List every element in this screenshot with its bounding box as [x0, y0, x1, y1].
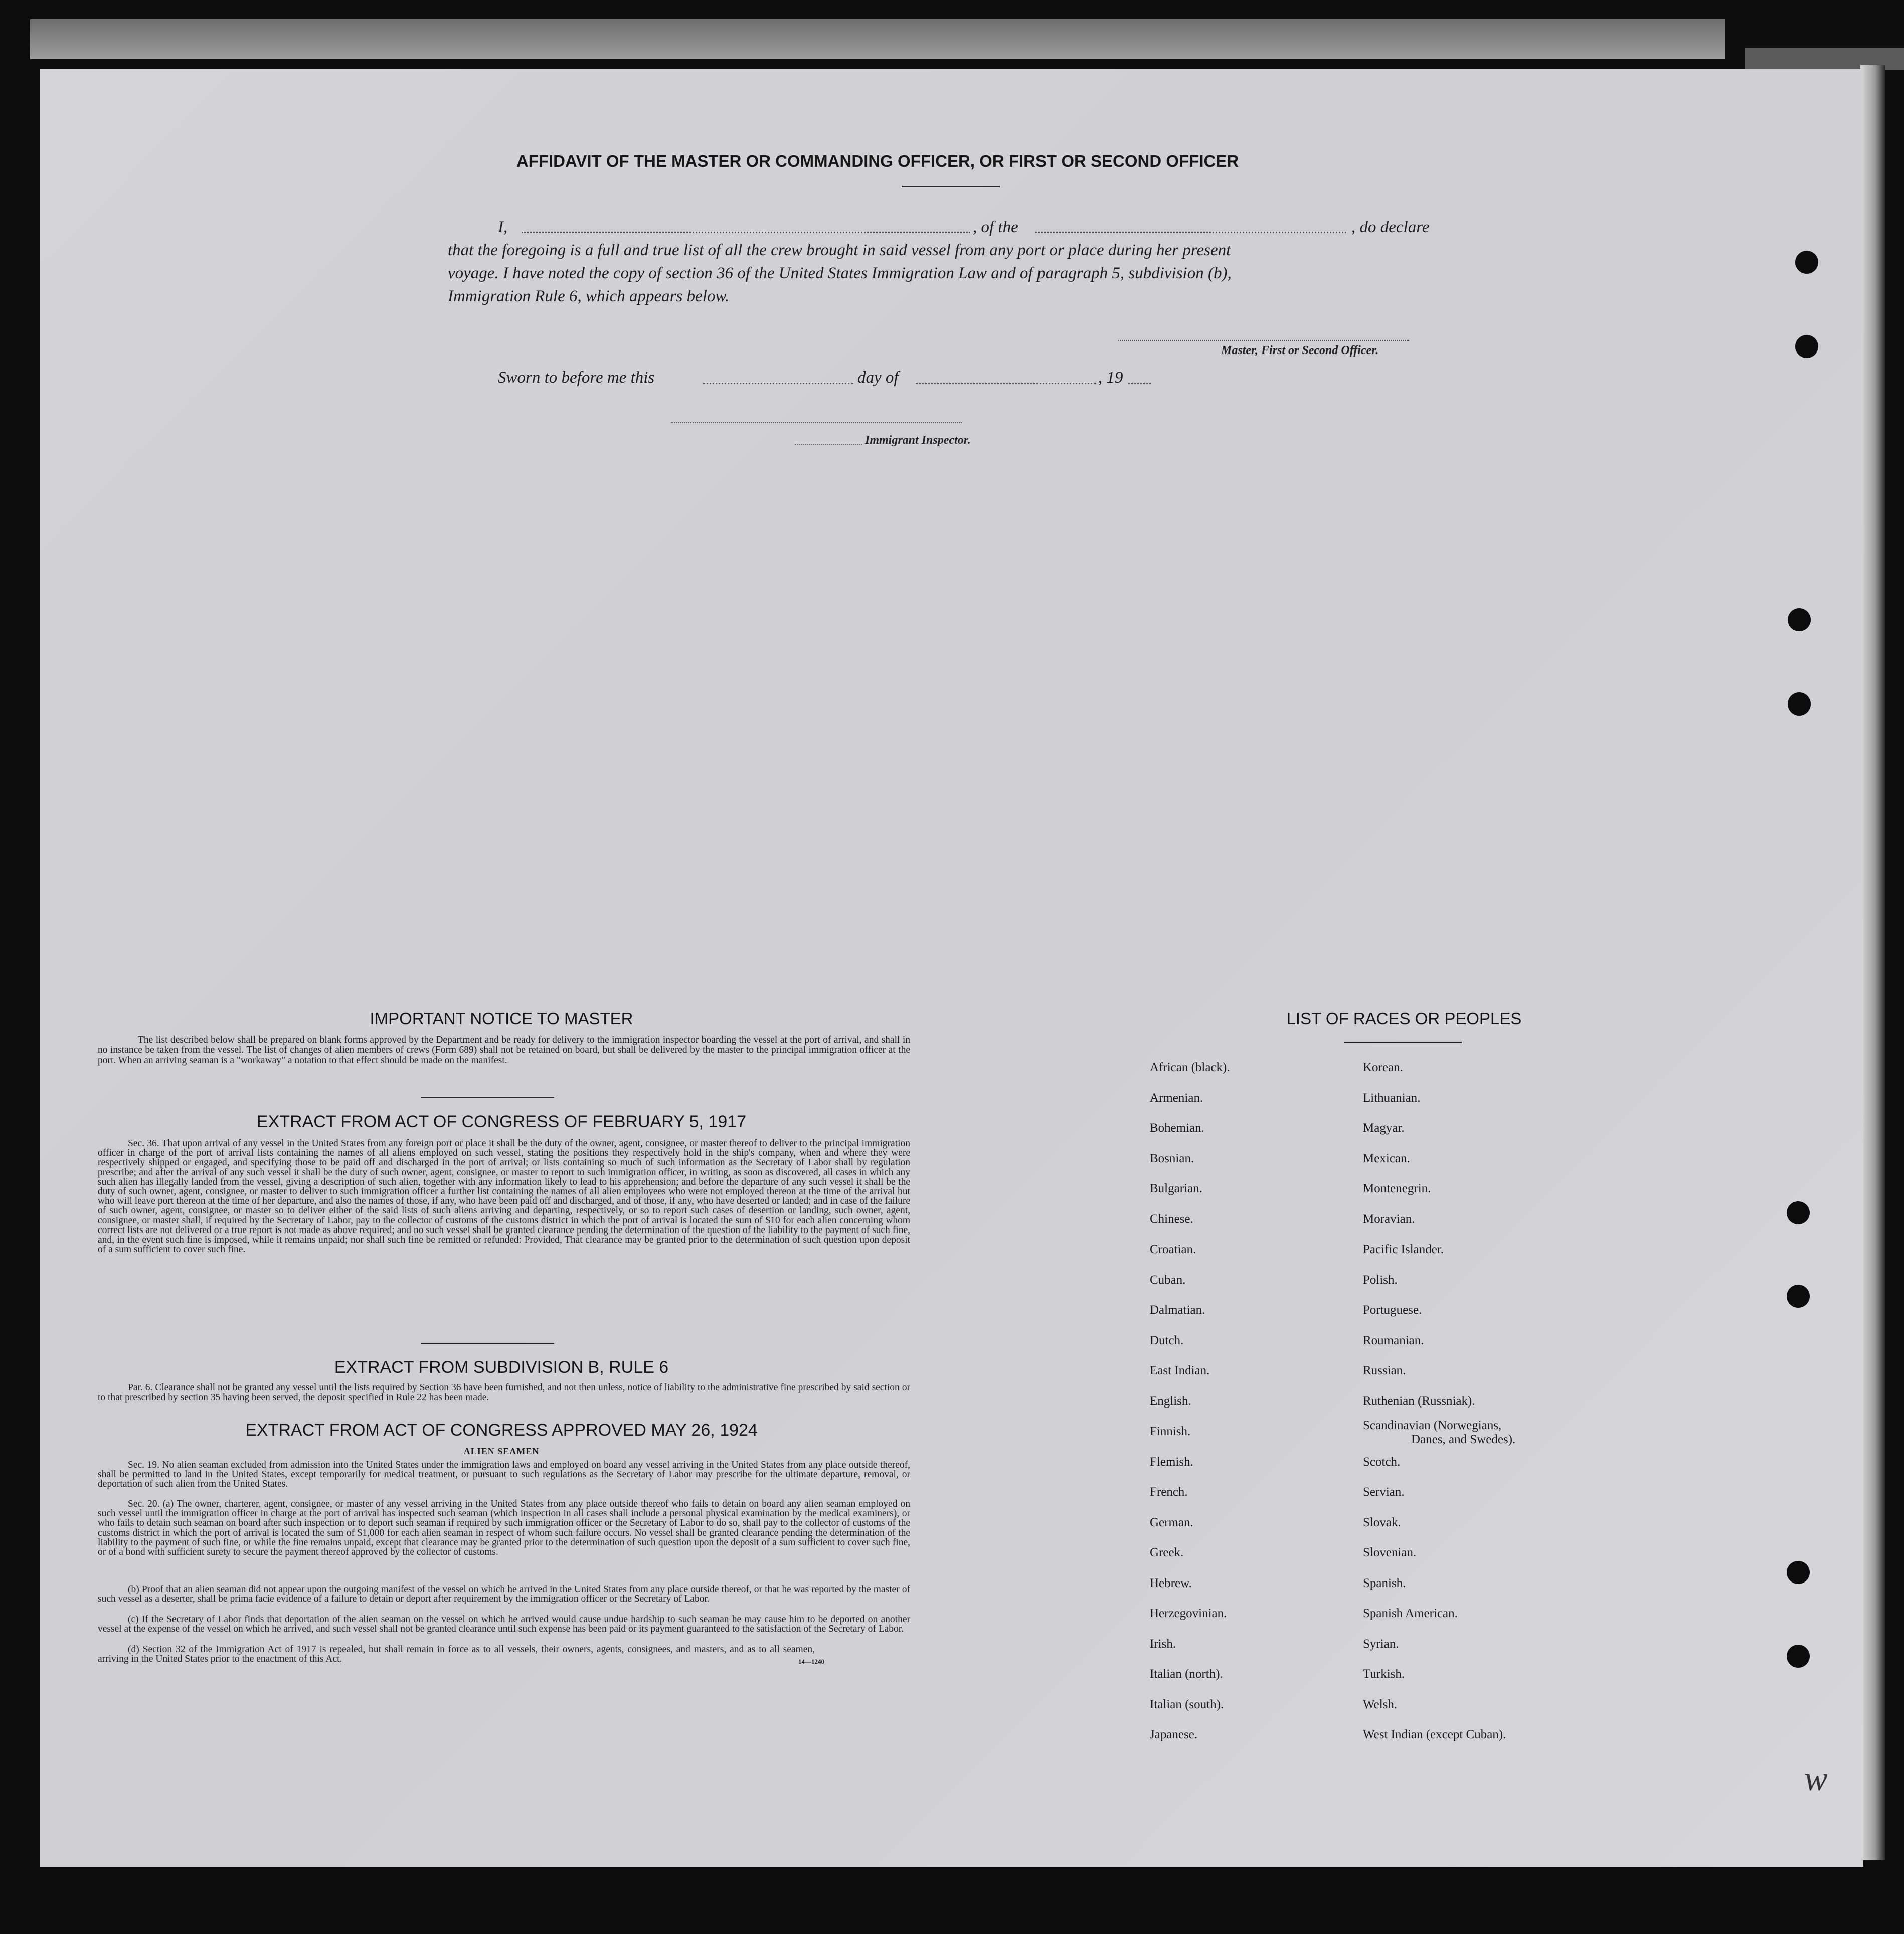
- race-item: Dalmatian.: [1150, 1303, 1205, 1317]
- race-item: Lithuanian.: [1363, 1091, 1421, 1105]
- binder-hole: [1788, 692, 1811, 716]
- race-item: Ruthenian (Russniak).: [1363, 1394, 1475, 1408]
- form-number: 14—1240: [798, 1658, 824, 1665]
- declaration-of-the: , of the: [973, 218, 1018, 236]
- race-item: Hebrew.: [1150, 1576, 1192, 1590]
- binder-hole: [1788, 608, 1811, 631]
- declaration-line-2: that the foregoing is a full and true list of all the crew brought in said vessel from any port or place during her present: [448, 241, 1231, 259]
- race-item: Portuguese.: [1363, 1303, 1422, 1317]
- race-item: Italian (south).: [1150, 1697, 1224, 1711]
- race-item: Scandinavian (Norwegians,: [1363, 1419, 1502, 1432]
- race-item: Bohemian.: [1150, 1121, 1205, 1135]
- race-item: Armenian.: [1150, 1091, 1203, 1105]
- extract-1917-text: Sec. 36. That upon arrival of any vessel in the United States from any foreign port or place it shall be the duty of the owner, agent, consignee, or master thereof to deliver to the principal immigration officer in charge of the port of arrival lists containing the names of all aliens employed on such vessel, stating the positions they respectively hold in the ship's company, when and where they were respectively shipped or engaged, and specifying those to be paid off and discharged in the port of arrival; or lists containing so much of such information as the Secretary of Labor shall by regulation prescribe; and after the arrival of any such vessel it shall be the duty of such owner, agent, consignee, or master to report to such immigration officer, in writing, as soon as discovered, all cases in which any such alien has illegally landed from the vessel, giving a description of such alien, together with any information likely to lead to his apprehension; and before the departure of any such vessel it shall be the duty of such owner, agent, consignee, or master to deliver to such immigration officer a further list containing the names of all alien employees who were not employed thereon at the time of the arrival but who will leave port thereon at the time of her departure, and also the names of those, if any, who have been paid off and discharged, and of those, if any, who have deserted or landed; and in case of the failure of such owner, agent, consignee, or master so to deliver either of the said lists of such aliens arriving and departing, respectively, or so to report such cases of desertion or landing, such owner, agent, consignee, or master shall, if required by the Secretary of Labor, pay to the collector of customs of the customs district in which the port of arrival is located the sum of $10 for each alien concerning whom correct lists are not delivered or a true report is not made as above required; and no such vessel shall be granted clearance pending the determination of the question of the liability to the payment of such fine, and, in the event such fine is imposed, while it remains unpaid; nor shall such fine be remitted or refunded: Provided, That clearance may be granted prior to the determination of such question upon deposit of a sum sufficient to cover such fine.: [98, 1138, 910, 1255]
- notice-title: IMPORTANT NOTICE TO MASTER: [370, 1009, 633, 1028]
- race-item: Croatian.: [1150, 1243, 1196, 1256]
- race-item: West Indian (except Cuban).: [1363, 1728, 1506, 1741]
- race-item: Slovak.: [1363, 1515, 1401, 1529]
- sworn-year-field[interactable]: [1128, 383, 1151, 384]
- races-title: LIST OF RACES OR PEOPLES: [1286, 1009, 1522, 1028]
- notice-text: The list described below shall be prepared on blank forms approved by the Department and be ready for delivery to the immigration inspector boarding the vessel at the port of arrival, and shall in no instance be taken from the vessel. The list of changes of alien members of crews (Form 689) shall not be retained on board, but shall be delivered by the master to the principal immigration officer at the port. When an arriving seaman is a "workaway" a notation to that effect should be made on the manifest.: [98, 1035, 910, 1066]
- inspector-signature-field[interactable]: [671, 422, 962, 423]
- master-signature-caption: Master, First or Second Officer.: [1221, 344, 1379, 357]
- declaration-line-4: Immigration Rule 6, which appears below.: [448, 287, 730, 305]
- handwritten-mark: w: [1804, 1760, 1828, 1798]
- sec-20a-text: Sec. 20. (a) The owner, charterer, agent, consignee, or master of any vessel arriving in the United States from any place outside thereof who fails to detain on board any alien seaman employed on such vessel until the immigration officer in charge at the port of arrival has inspected such seaman (which inspection in all cases shall include a personal physical examination by the medical examiners), or who fails to detain such seaman on board after such inspection or to deport such seaman if required by such immigration officer or the Secretary of Labor to do so, shall pay to the collector of customs of the customs district in which the port of arrival is located the sum of $1,000 for each alien seaman in respect of whom such failure occurs. No vessel shall be granted clearance pending the determination of the liability to the payment of such fine, or while the fine remains unpaid, except that clearance may be granted prior to the determination of such question upon the deposit of a sum sufficient to cover such fine, or of a bond with sufficient surety to secure the payment thereof approved by the collector of customs.: [98, 1499, 910, 1558]
- race-item: Bosnian.: [1150, 1151, 1194, 1165]
- sworn-year: , 19: [1098, 369, 1123, 387]
- race-item: Servian.: [1363, 1485, 1405, 1499]
- race-item: German.: [1150, 1515, 1193, 1529]
- race-item: Irish.: [1150, 1637, 1176, 1651]
- sec-19-text: Sec. 19. No alien seaman excluded from admission into the United States under the immigration laws and employed on board any vessel arriving in the United States from any place outside thereof, shall be permitted to land in the United States, except temporarily for medical treatment, or pursuant to such regulations as the Secretary of Labor may prescribe for the ultimate departure, removal, or deportation of such alien from the United States.: [98, 1460, 910, 1490]
- race-item: Spanish American.: [1363, 1607, 1458, 1620]
- form-sheet: [40, 69, 1863, 1867]
- race-item: Bulgarian.: [1150, 1182, 1202, 1195]
- race-item: Roumanian.: [1363, 1333, 1424, 1347]
- rule-6-title: EXTRACT FROM SUBDIVISION B, RULE 6: [334, 1358, 669, 1377]
- binder-hole: [1795, 335, 1818, 358]
- race-item: Syrian.: [1363, 1637, 1399, 1651]
- sec-20b-text: (b) Proof that an alien seaman did not appear upon the outgoing manifest of the vessel on which he arrived in the United States from any place outside thereof, or that he was reported by the master of such vessel as a deserter, shall be prima facie evidence of a failure to detain or deport after requirement by the immigration officer or the Secretary of Labor.: [98, 1584, 910, 1605]
- binder-hole: [1787, 1285, 1810, 1308]
- binder-hole: [1787, 1645, 1810, 1668]
- sec-20c-text: (c) If the Secretary of Labor finds that deportation of the alien seaman on the vessel on which he arrived would cause undue hardship to such seaman he may cause him to be deported on another vessel at the expense of the vessel on which he arrived, and such vessel shall not be granted clearance until such expense has been paid or its payment guaranteed to the satisfaction of the Secretary of Labor.: [98, 1614, 910, 1635]
- declaration-do-declare: , do declare: [1351, 218, 1430, 236]
- race-item: Pacific Islander.: [1363, 1243, 1444, 1256]
- race-item: Welsh.: [1363, 1697, 1398, 1711]
- race-item: Slovenian.: [1363, 1546, 1417, 1559]
- race-item: Scotch.: [1363, 1455, 1401, 1469]
- sec-20d-text: (d) Section 32 of the Immigration Act of 1917 is repealed, but shall remain in force as to all vessels, their owners, agents, consignees, and masters, and as to all seamen, arriving in the United States prior to the enactment of this Act.: [98, 1644, 815, 1665]
- sworn-date-field[interactable]: [703, 383, 853, 384]
- master-signature-field[interactable]: [1118, 340, 1409, 341]
- race-item: Italian (north).: [1150, 1667, 1223, 1681]
- inspector-signature-field-2[interactable]: [795, 444, 862, 445]
- sworn-day-of: day of: [857, 369, 899, 387]
- section-divider: [421, 1097, 554, 1098]
- section-divider: [421, 1343, 554, 1344]
- race-item: Cuban.: [1150, 1273, 1186, 1287]
- inspector-caption: Immigrant Inspector.: [865, 434, 971, 447]
- race-item: Herzegovinian.: [1150, 1607, 1227, 1620]
- affidavit-title: AFFIDAVIT OF THE MASTER OR COMMANDING OFFICER, OR FIRST OR SECOND OFFICER: [516, 152, 1239, 170]
- name-field[interactable]: [522, 232, 970, 233]
- race-item: Chinese.: [1150, 1212, 1193, 1226]
- race-item: French.: [1150, 1485, 1188, 1499]
- race-item: Spanish.: [1363, 1576, 1406, 1590]
- race-item: Greek.: [1150, 1546, 1184, 1559]
- scan-border-top: [30, 19, 1725, 59]
- binder-hole: [1795, 251, 1818, 274]
- race-item-continuation: Danes, and Swedes).: [1411, 1433, 1516, 1446]
- race-item: Montenegrin.: [1363, 1182, 1431, 1195]
- race-item: African (black).: [1150, 1061, 1230, 1074]
- declaration-line-3: voyage. I have noted the copy of section 36 of the United States Immigration Law and of paragraph 5, subdivision (b),: [448, 264, 1232, 282]
- scan-border-right: [1860, 65, 1885, 1860]
- race-item: Dutch.: [1150, 1333, 1184, 1347]
- extract-1924-title: EXTRACT FROM ACT OF CONGRESS APPROVED MAY 26, 1924: [245, 1421, 758, 1440]
- vessel-field[interactable]: [1035, 232, 1346, 233]
- binder-hole: [1787, 1201, 1810, 1224]
- rule-6-text: Par. 6. Clearance shall not be granted any vessel until the lists required by Section 36 have been furnished, and not then unless, notice of liability to the administrative fine prescribed by said section or to that prescribed by section 35 having been served, the deposit specified in Rule 22 has been made.: [98, 1382, 910, 1403]
- declaration-i: I,: [498, 218, 508, 236]
- sworn-month-field[interactable]: [916, 383, 1096, 384]
- race-item: Russian.: [1363, 1364, 1406, 1377]
- race-item: English.: [1150, 1394, 1191, 1408]
- race-item: Turkish.: [1363, 1667, 1405, 1681]
- title-divider: [902, 186, 1000, 187]
- race-item: Moravian.: [1363, 1212, 1415, 1226]
- race-item: Mexican.: [1363, 1151, 1410, 1165]
- race-item: Magyar.: [1363, 1121, 1405, 1135]
- race-item: Finnish.: [1150, 1425, 1191, 1438]
- binder-hole: [1787, 1561, 1810, 1584]
- race-item: Japanese.: [1150, 1728, 1198, 1741]
- race-item: Polish.: [1363, 1273, 1398, 1287]
- race-item: Flemish.: [1150, 1455, 1193, 1469]
- extract-1917-title: EXTRACT FROM ACT OF CONGRESS OF FEBRUARY 5, 1917: [256, 1112, 747, 1131]
- race-item: East Indian.: [1150, 1364, 1210, 1377]
- races-divider: [1344, 1042, 1462, 1043]
- sworn-text: Sworn to before me this: [498, 369, 655, 387]
- race-item: Korean.: [1363, 1061, 1403, 1074]
- alien-seamen-subtitle: ALIEN SEAMEN: [463, 1446, 540, 1456]
